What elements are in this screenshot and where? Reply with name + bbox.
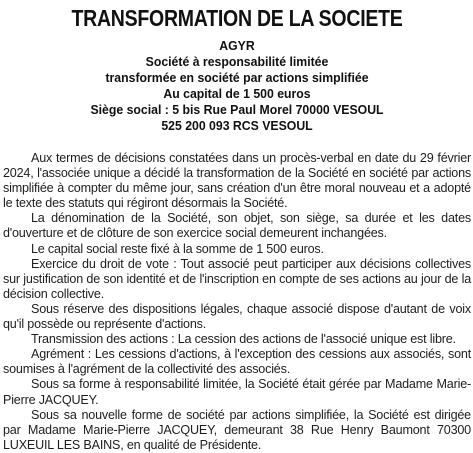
paragraph-new-management: Sous sa nouvelle forme de société par actions simplifiée, la Société est dirigée par Madame Marie-Pierre JACQUEY, demeurant 38 Rue Henry Baumont 70300 LUXEUIL LES BAINS, en qualité de Présidente. [3,407,471,452]
paragraph-capital: Le capital social reste fixé à la somme de 1 500 euros. [31,241,324,256]
paragraph-approval: Agrément : Les cessions d'actions, à l'exception des cessions aux associés, sont soumises à l'agrément de la collectivité des associés. [3,347,471,377]
company-head-office: Siège social : 5 bis Rue Paul Morel 70000 VESOUL [90,102,384,117]
paragraph-votes: Sous réserve des dispositions légales, chaque associé dispose d'autant de voix qu'il possède ou représente d'actions. [3,301,471,332]
company-legal-form: Société à responsabilité limitée [145,54,329,69]
company-capital: Au capital de 1 500 euros [163,86,311,101]
company-name: AGYR [219,38,255,53]
company-new-form: transformée en société par actions simplifiée [105,70,369,85]
paragraph-decision: Aux termes de décisions constatées dans un procès-verbal en date du 29 février 2024, l'associée unique a décidé la transformation de la Société en société par actions simplifiée à compter du même jour, sans création d'un être moral nouveau et a adopté le texte des statuts qui régiront désormais la Société. [3,151,471,211]
paragraph-voting-right: Exercice du droit de vote : Tout associé peut participer aux décisions collectives sur justification de son identité et de l'inscription en compte de ses actions au jour de la décision collective. [3,256,471,301]
paragraph-former-management: Sous sa forme à responsabilité limitée, la Société était gérée par Madame Marie-Pierre JACQUEY. [3,377,471,407]
company-registration: 525 200 093 RCS VESOUL [161,118,313,133]
paragraph-unchanged-terms: La dénomination de la Société, son objet, son siège, sa durée et les dates d'ouverture et de clôture de son exercice social demeurent inchangées. [3,211,471,241]
notice-title: TRANSFORMATION DE LA SOCIETE [71,5,403,31]
paragraph-share-transfer: Transmission des actions : La cession des actions de l'associé unique est libre. [31,332,456,347]
notice-body [3,151,471,453]
company-header [3,38,471,134]
